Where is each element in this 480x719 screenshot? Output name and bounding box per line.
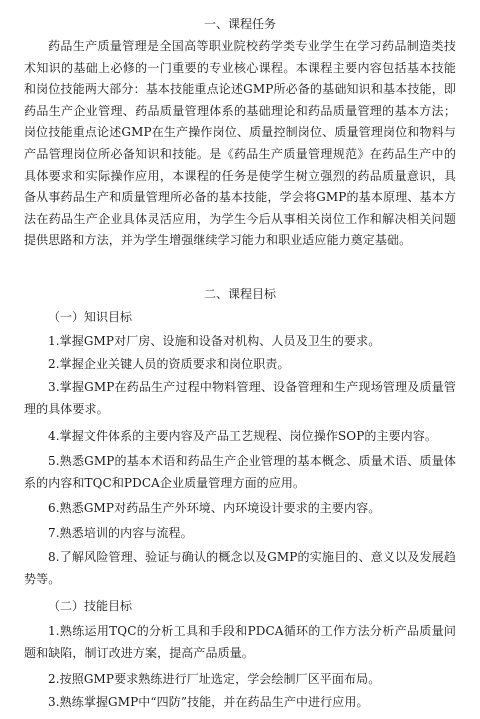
skill-objectives-heading: （二）技能目标 bbox=[48, 599, 133, 613]
knowledge-item-4: 4.掌握文件体系的主要内容及产品工艺规程、岗位操作SOP的主要内容。 bbox=[48, 429, 437, 443]
knowledge-item-8: 8.了解风险管理、验证与确认的概念以及GMP的实施目的、意义以及发展趋势等。 bbox=[24, 550, 456, 586]
skill-item-3: 3.熟练掌握GMP中“四防”技能，并在药品生产中进行应用。 bbox=[48, 695, 369, 709]
knowledge-item-7: 7.熟悉培训的内容与流程。 bbox=[48, 526, 193, 540]
course-task-paragraph: 药品生产质量管理是全国高等职业院校药学类专业学生在学习药品制造类技术知识的基础上必修的一门重要的专业核心课程。本课程主要内容包括基本技能和岗位技能两大部分：基本技能重点论述GMP所必备的基础知识和基本技能，即药品生产企业管理、药品质量管理体系的基础理论和药品质量管理的基本方法；岗位技能重点论述GMP在生产操作岗位、质量控制岗位、质量管理岗位和物料与产品管理岗位所必备知识和技能。是《药品生产质量管理规范》在药品生产中的具体要求和实际操作应用，本课程的任务是使学生树立强烈的药品质量意识，具备从事药品生产和质量管理所必备的基本技能，学会将GMP的基本原理、基本方法在药品生产企业具体灵活应用，为学生今后从事相关岗位工作和解决相关问题提供思路和方法，并为学生增强继续学习能力和职业适应能力奠定基础。 bbox=[24, 39, 456, 248]
skill-item-1: 1.熟练运用TQC的分析工具和手段和PDCA循环的工作方法分析产品质量问题和缺陷，制订改进方案，提高产品质量。 bbox=[24, 624, 456, 660]
knowledge-item-3: 3.掌握GMP在药品生产过程中物料管理、设备管理和生产现场管理及质量管理的具体要求。 bbox=[24, 380, 456, 416]
skill-item-2: 2.按照GMP要求熟练进行厂址选定，学会绘制厂区平面布局。 bbox=[48, 672, 381, 686]
section-title-course-objectives: 二、课程目标 bbox=[203, 287, 276, 301]
knowledge-objectives-heading: （一）知识目标 bbox=[48, 310, 133, 324]
knowledge-item-2: 2.掌握企业关键人员的资质要求和岗位职责。 bbox=[48, 357, 290, 371]
knowledge-item-5: 5.熟悉GMP的基本术语和药品生产企业管理的基本概念、质量术语、质量体系的内容和TQC和PDCA企业质量管理方面的应用。 bbox=[24, 454, 456, 490]
knowledge-item-6: 6.熟悉GMP对药品生产外环境、内环境设计要求的主要内容。 bbox=[48, 501, 381, 515]
knowledge-item-1: 1.掌握GMP对厂房、设施和设备对机构、人员及卫生的要求。 bbox=[48, 334, 381, 348]
section-title-course-task: 一、课程任务 bbox=[203, 17, 276, 31]
